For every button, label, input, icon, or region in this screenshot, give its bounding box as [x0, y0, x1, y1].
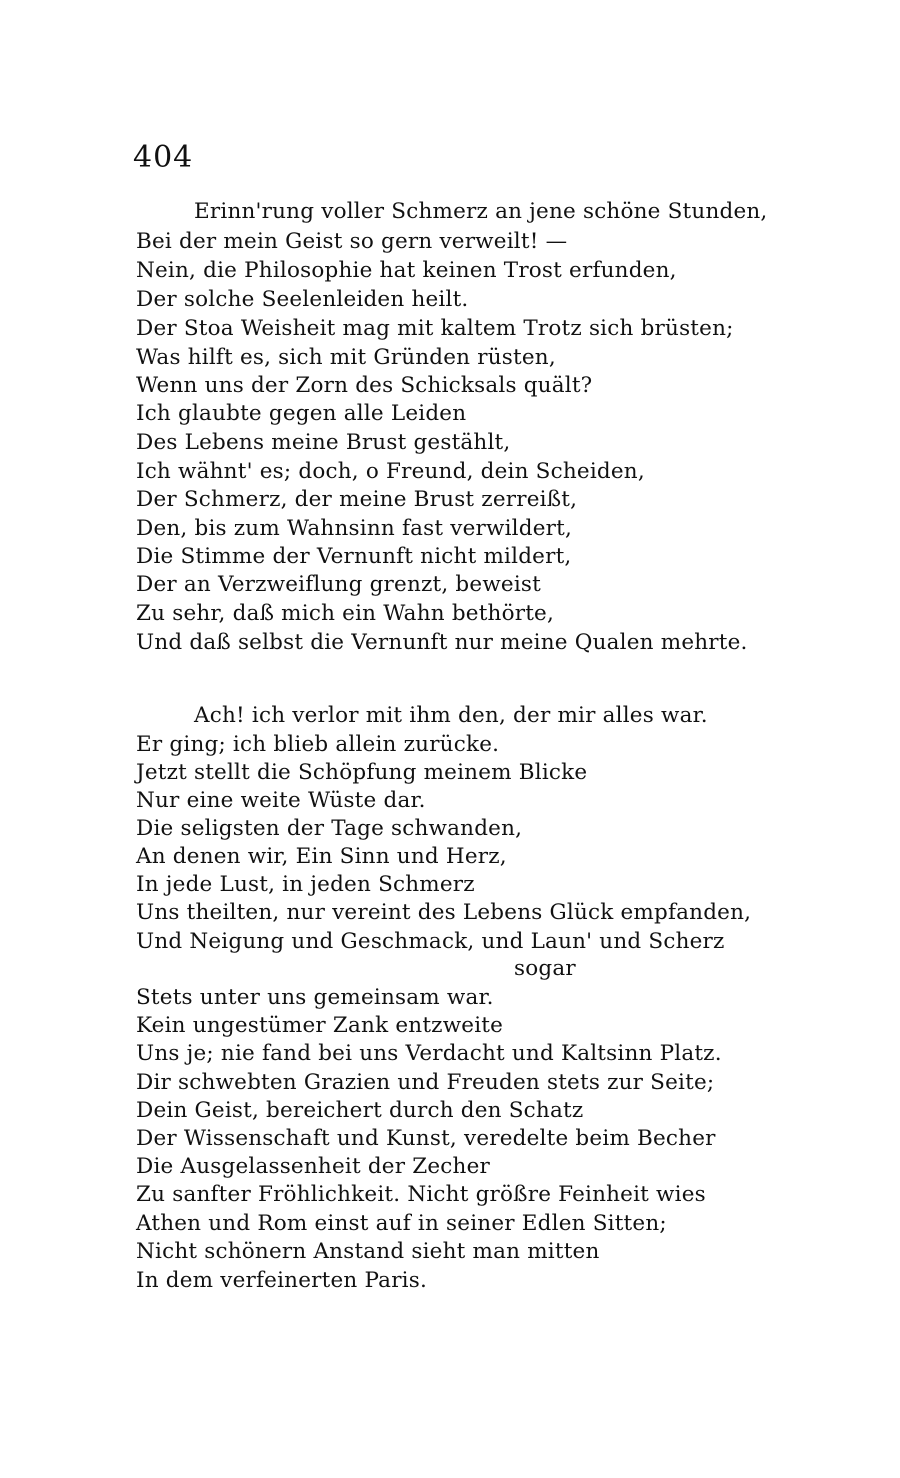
- page-number: 404: [133, 140, 194, 175]
- poem-line: Uns je; nie fand bei uns Verdacht und Kaltsinn Platz.: [136, 1041, 722, 1066]
- poem-line: In dem verfeinerten Paris.: [136, 1268, 428, 1293]
- poem-line: In jede Lust, in jeden Schmerz: [136, 872, 475, 897]
- poem-line: Ich wähnt' es; doch, o Freund, dein Scheiden,: [136, 459, 645, 484]
- poem-line: Der Stoa Weisheit mag mit kaltem Trotz sich brüsten;: [136, 316, 734, 341]
- poem-line: Und Neigung und Geschmack, und Laun' und Scherz: [136, 929, 725, 954]
- poem-line: An denen wir, Ein Sinn und Herz,: [136, 844, 507, 869]
- poem-line: Zu sehr, daß mich ein Wahn bethörte,: [136, 601, 555, 626]
- poem-line: Die seligsten der Tage schwanden,: [136, 816, 523, 841]
- poem-line: Dein Geist, bereichert durch den Schatz: [136, 1098, 584, 1123]
- poem-line: Der Schmerz, der meine Brust zerreißt,: [136, 487, 578, 512]
- poem-line: Der Wissenschaft und Kunst, veredelte beim Becher: [136, 1126, 716, 1151]
- poem-line: Nein, die Philosophie hat keinen Trost erfunden,: [136, 258, 677, 283]
- poem-line: Uns theilten, nur vereint des Lebens Glück empfanden,: [136, 900, 752, 925]
- poem-line: Dir schwebten Grazien und Freuden stets zur Seite;: [136, 1070, 715, 1095]
- poem-line: Den, bis zum Wahnsinn fast verwildert,: [136, 516, 572, 541]
- poem-line: Kein ungestümer Zank entzweite: [136, 1013, 504, 1038]
- poem-line: Ich glaubte gegen alle Leiden: [136, 401, 467, 426]
- poem-line: Bei der mein Geist so gern verweilt! —: [136, 229, 568, 254]
- poem-line: Jetzt stellt die Schöpfung meinem Blicke: [136, 760, 588, 785]
- poem-line: Des Lebens meine Brust gestählt,: [136, 430, 511, 455]
- poem-line: Nur eine weite Wüste dar.: [136, 788, 426, 813]
- poem-line: Der solche Seelenleiden heilt.: [136, 287, 469, 312]
- poem-line: Ach! ich verlor mit ihm den, der mir alles war.: [194, 703, 708, 728]
- poem-line: Stets unter uns gemeinsam war.: [136, 985, 494, 1010]
- poem-line: Die Ausgelassenheit der Zecher: [136, 1154, 490, 1179]
- poem-line: Zu sanfter Fröhlichkeit. Nicht größre Feinheit wies: [136, 1182, 706, 1207]
- poem-line: Der an Verzweiflung grenzt, beweist: [136, 572, 541, 597]
- poem-line: Und daß selbst die Vernunft nur meine Qualen mehrte.: [136, 630, 748, 655]
- poem-line: Nicht schönern Anstand sieht man mitten: [136, 1239, 600, 1264]
- poem-line-continuation: sogar: [514, 956, 576, 981]
- poem-line: Erinn'rung voller Schmerz an jene schöne Stunden,: [194, 199, 768, 224]
- poem-line: Er ging; ich blieb allein zurücke.: [136, 732, 500, 757]
- poem-line: Was hilft es, sich mit Gründen rüsten,: [136, 345, 556, 370]
- poem-line: Wenn uns der Zorn des Schicksals quält?: [136, 373, 593, 398]
- poem-line: Athen und Rom einst auf in seiner Edlen Sitten;: [136, 1211, 667, 1236]
- poem-line: Die Stimme der Vernunft nicht mildert,: [136, 544, 572, 569]
